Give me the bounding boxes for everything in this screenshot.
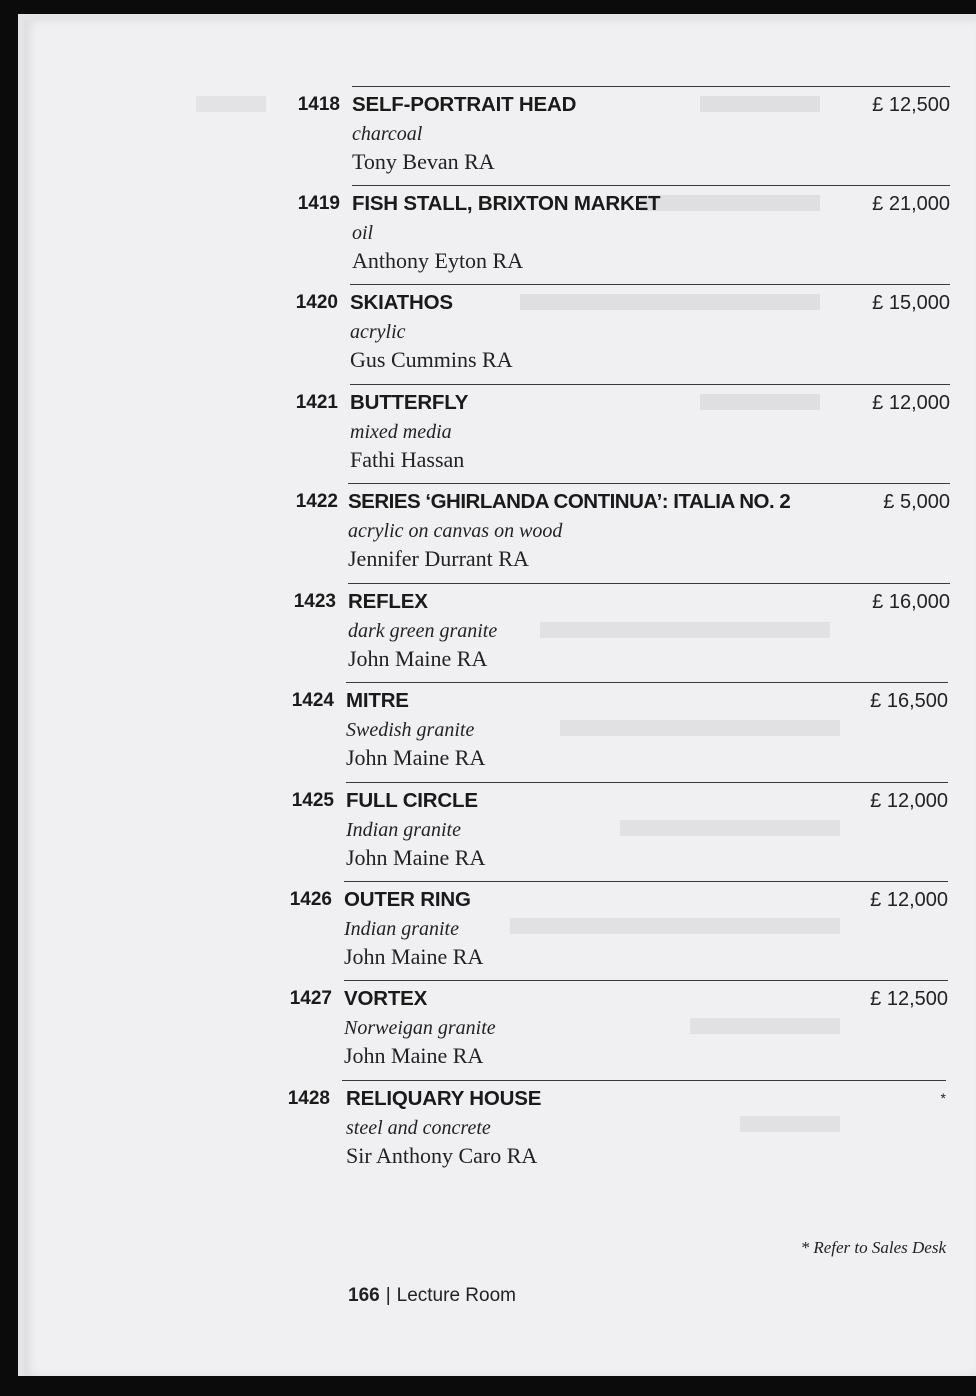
lot-number: 1425 (291, 790, 334, 811)
lot-number: 1421 (295, 392, 338, 413)
entry-rule (350, 384, 950, 385)
lot-medium: Indian granite (344, 918, 459, 940)
lot-entry (278, 284, 950, 384)
lot-entry (278, 483, 950, 583)
lot-title: SKIATHOS (350, 291, 453, 314)
lot-price: £ 16,000 (872, 591, 950, 613)
lot-number: 1426 (289, 889, 332, 910)
lot-price: £ 12,500 (870, 988, 948, 1010)
lot-artist: John Maine RA (344, 944, 484, 969)
lot-title: BUTTERFLY (350, 391, 469, 414)
lot-price: £ 12,000 (872, 392, 950, 414)
entry-rule (348, 583, 950, 584)
entry-rule (344, 980, 948, 981)
lot-title: OUTER RING (344, 888, 471, 911)
lot-number: 1428 (287, 1088, 330, 1109)
lot-number: 1418 (297, 94, 340, 115)
lot-number: 1424 (291, 690, 334, 711)
lot-price: £ 16,500 (870, 690, 948, 712)
lot-artist: John Maine RA (346, 845, 486, 870)
lot-medium: Swedish granite (346, 719, 475, 741)
lot-entry (272, 980, 948, 1080)
page-number: 166 (348, 1285, 380, 1306)
entry-rule (352, 86, 950, 87)
lot-medium: Indian granite (346, 819, 461, 841)
entry-rule (342, 1080, 946, 1081)
entry-rule (350, 284, 950, 285)
entry-rule (344, 881, 948, 882)
lot-entry (276, 583, 950, 683)
entry-rule (348, 483, 950, 484)
lot-entry (274, 782, 948, 882)
lot-number: 1423 (293, 591, 336, 612)
lot-artist: John Maine RA (348, 646, 488, 671)
lot-entry (272, 881, 948, 981)
lot-price: £ 12,000 (870, 889, 948, 911)
lot-medium: dark green granite (348, 620, 498, 642)
lot-medium: steel and concrete (346, 1117, 491, 1139)
lot-title: SELF-PORTRAIT HEAD (352, 93, 577, 116)
lot-artist: Jennifer Durrant RA (348, 546, 529, 571)
lot-medium: acrylic on canvas on wood (348, 520, 563, 542)
lot-title: FULL CIRCLE (346, 789, 478, 812)
sales-desk-note: * Refer to Sales Desk (800, 1238, 946, 1257)
lot-artist: Anthony Eyton RA (352, 248, 524, 273)
section-name: Lecture Room (396, 1285, 516, 1306)
lot-number: 1420 (295, 292, 338, 313)
entry-rule (352, 185, 950, 186)
lot-number: 1422 (295, 491, 338, 512)
lot-title: VORTEX (344, 987, 428, 1010)
lot-title: RELIQUARY HOUSE (346, 1087, 542, 1110)
lot-price: £ 12,000 (870, 790, 948, 812)
lot-artist: Fathi Hassan (350, 447, 465, 472)
lot-title: SERIES ‘GHIRLANDA CONTINUA’: ITALIA NO. 2 (348, 490, 791, 513)
lot-medium: acrylic (350, 321, 406, 343)
lot-entry (274, 682, 948, 782)
lot-title: MITRE (346, 689, 409, 712)
lot-entry (280, 185, 950, 285)
lot-medium: Norweigan granite (344, 1017, 496, 1039)
entry-rule (346, 682, 948, 683)
footer-separator: | (385, 1285, 391, 1306)
lot-artist: John Maine RA (346, 745, 486, 770)
lot-artist: Sir Anthony Caro RA (346, 1143, 538, 1168)
lot-medium: oil (352, 222, 374, 244)
lot-entry (270, 1080, 946, 1180)
lot-price: £ 15,000 (872, 292, 950, 314)
lot-entry (278, 384, 950, 484)
lot-artist: Gus Cummins RA (350, 347, 513, 372)
lot-title: FISH STALL, BRIXTON MARKET (352, 192, 661, 215)
lot-price: £ 5,000 (883, 491, 950, 513)
lot-medium: charcoal (352, 123, 423, 145)
lot-title: REFLEX (348, 590, 428, 613)
lot-artist: John Maine RA (344, 1043, 484, 1068)
entry-rule (346, 782, 948, 783)
lot-artist: Tony Bevan RA (352, 149, 495, 174)
lot-entry (280, 86, 950, 186)
lot-medium: mixed media (350, 421, 452, 443)
lot-price: £ 12,500 (872, 94, 950, 116)
lot-number: 1419 (297, 193, 340, 214)
lot-price: * (940, 1090, 946, 1106)
lot-price: £ 21,000 (872, 193, 950, 215)
page-footer (348, 1285, 516, 1307)
lot-number: 1427 (289, 988, 332, 1009)
